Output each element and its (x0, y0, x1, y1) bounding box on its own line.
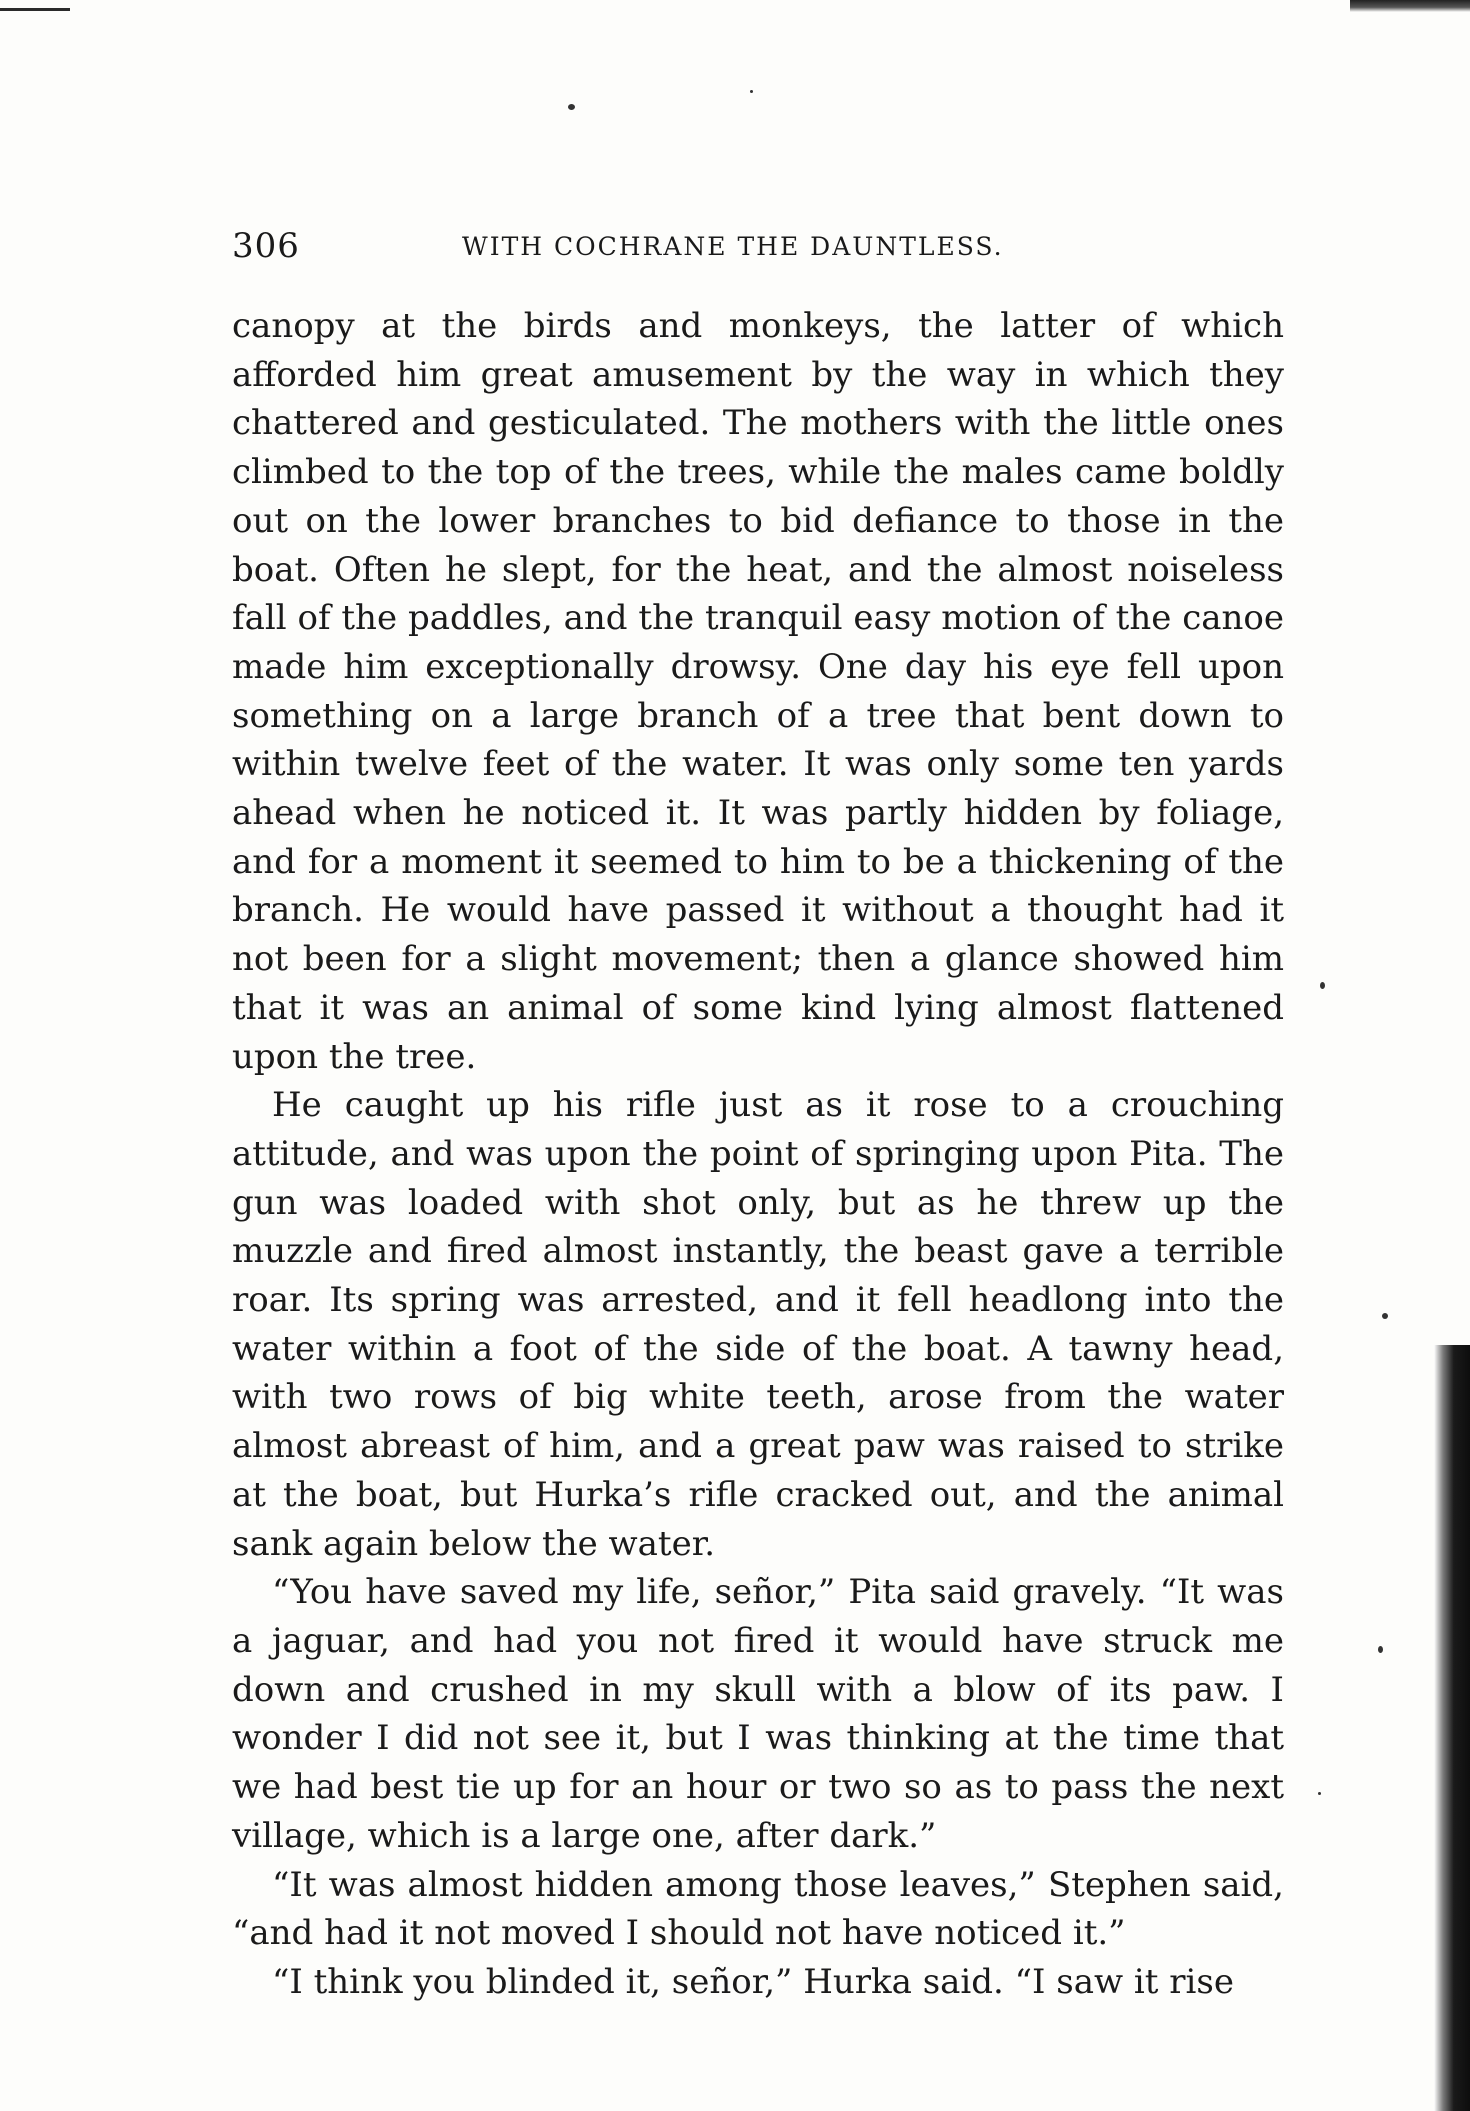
page-header (232, 226, 1292, 274)
page-number: 306 (232, 226, 300, 266)
paragraph: “You have saved my life, señor,” Pita said gravely. “It was a jaguar, and had you not fired it would have struck me down and crushed in my skull with a blow of its paw. I wonder I did not see it, but I was thinking at the time that we had best tie up for an hour or two so as to pass the next village, which is a large one, after dark.” (232, 1572, 1284, 1856)
paragraph: canopy at the birds and monkeys, the latter of which afforded him great amusement by the way in which they chattered and gesticulated. The mothers with the little ones climbed to the top of the trees, while the males came boldly out on the lower branches to bid defiance to those in the boat. Often he slept, for the heat, and the almost noiseless fall of the paddles, and the tranquil easy motion of the canoe made him exceptionally drowsy. One day his eye fell upon something on a large branch of a tree that bent down to within twelve feet of the water. It was only some ten yards ahead when he noticed it. It was partly hidden by foliage, and for a moment it seemed to him to be a thickening of the branch. He would have passed it without a thought had it not been for a slight movement; then a glance showed him that it was an animal of some kind lying almost flattened upon the tree. (232, 306, 1284, 1077)
paragraph: He caught up his rifle just as it rose to a crouching attitude, and was upon the point of springing upon Pita. The gun was loaded with shot only, but as he threw up the muzzle and fired almost instantly, the beast gave a terrible roar. Its spring was arrested, and it fell headlong into the water within a foot of the side of the boat. A tawny head, with two rows of big white teeth, arose from the water almost abreast of him, and a great paw was raised to strike at the boat, but Hurka’s rifle cracked out, and the animal sank again below the water. (232, 1085, 1284, 1564)
body-text (232, 302, 1284, 2007)
scan-speck (1320, 982, 1325, 989)
scan-speck (1318, 1792, 1321, 1795)
scan-speck (1378, 1646, 1383, 1653)
paragraph: “I think you blinded it, señor,” Hurka said. “I saw it rise (272, 1961, 1234, 2002)
scan-edge-shadow (1350, 0, 1470, 12)
scan-speck (568, 104, 575, 110)
scan-speck (1382, 1313, 1388, 1319)
paragraph: “It was almost hidden among those leaves,” Stephen said, “and had it not moved I should not have noticed it.” (232, 1864, 1284, 1954)
scan-speck (750, 90, 753, 93)
scan-binding-shadow (1434, 1345, 1470, 2111)
scan-edge-mark (0, 8, 70, 11)
running-title: WITH COCHRANE THE DAUNTLESS. (462, 232, 1004, 261)
